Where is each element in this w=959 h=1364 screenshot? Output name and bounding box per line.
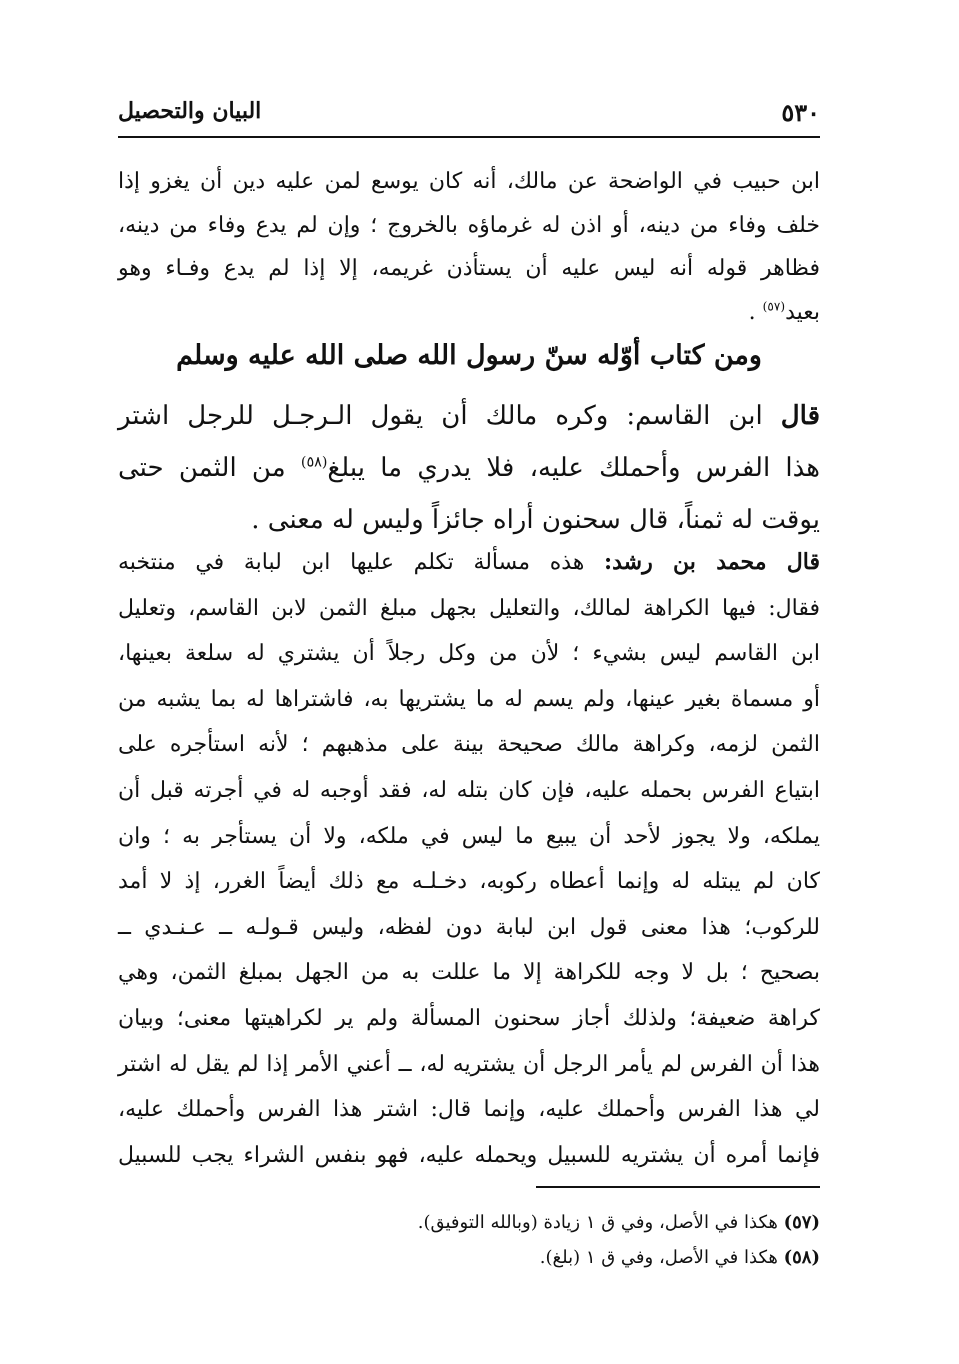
- footnote: [118, 1240, 820, 1275]
- text-line: أو مسماة بغير عينها، ولم يسم له ما يشتريها به، فاشتراها له بما يشبه من: [118, 686, 820, 712]
- footnote-divider: [536, 1186, 820, 1188]
- text-line: كراهة ضعيفة؛ ولذلك أجاز سحنون المسألة ولم ير لكراهيتها معنى؛ وبيان: [118, 1005, 820, 1031]
- text-line: لي هذا الفرس وأحملك عليه، وإنما قال: اشتر هذا الفرس وأحملك عليه،: [118, 1097, 820, 1123]
- text-line: الثمن لزمه، وكراهة مالك صحيحة بينة على مذهبهم ؛ لأنه استأجره على: [118, 732, 820, 758]
- footnote-text: هكذا في الأصل، وفي ق ١ (بلغ).: [539, 1247, 784, 1268]
- text-line: ابتياع الفرس بحمله عليه، فإن كان بتله له، فقد أوجبه له في أجرته قبل أن: [118, 777, 820, 803]
- paragraph-3: [118, 540, 820, 1178]
- page-number: ٥٣٠: [781, 98, 820, 127]
- speaker-label: قال: [780, 401, 820, 431]
- text-fragment: ابن القاسم: وكره مالك أن يقول الـرجـل للرجل اشتر: [118, 401, 781, 431]
- text-fragment: من الثمن حتى: [118, 453, 301, 483]
- page-header: [118, 96, 820, 138]
- text-line: يوقت له ثمناً، قال سحنون أراه جائزاً وليس له معنى .: [251, 505, 820, 535]
- text-line: فظاهر قوله أنه ليس عليه أن يستأذن غريمه، إلا إذا لم يدع وفـاء وهو: [118, 256, 820, 281]
- text-line: هذا أن الفرس لم يأمر الرجل أن يشتريه له، ــ أعني الأمر إذا لم يقل له اشتر: [118, 1051, 820, 1077]
- text-fragment: .: [748, 299, 763, 325]
- footnote-number: (٥٨): [783, 1247, 820, 1268]
- paragraph-1: [118, 160, 820, 334]
- text-line: فقال: فيها الكراهة لمالك، والتعليل بجهل مبلغ الثمن لابن القاسم، وتعليل: [118, 595, 820, 621]
- text-line: يملكه، ولا يجوز لأحد أن يبيع ما ليس في ملكه، ولا أن يستأجر به ؛ وان: [118, 823, 820, 849]
- text-line: بصحيح ؛ بل لا وجه للكراهة إلا ما عللت به من الجهل بمبلغ الثمن، وهي: [118, 960, 820, 986]
- footnote-reference: (٥٧): [762, 299, 786, 314]
- section-heading: ومن كتاب أوّله سنّ رسول الله صلى الله عليه وسلم: [176, 340, 762, 371]
- footnote-reference: (٥٨): [300, 454, 328, 471]
- footnote-text: هكذا في الأصل، وفي ق ١ زيادة (وبالله التوفيق).: [417, 1212, 784, 1233]
- running-title: البيان والتحصيل: [118, 98, 262, 124]
- speaker-label: قال محمد بن رشد:: [604, 549, 820, 575]
- text-line: خلف وفاء من دينه، أو اذن له غرماؤه بالخروج ؛ وإن لم يدع وفاء من دينه،: [118, 212, 820, 238]
- text-fragment: هذه مسألة تكلم عليها ابن لبابة في منتخبه: [118, 550, 605, 575]
- text-fragment: بعيد: [785, 299, 820, 325]
- text-line: فإنما أمره أن يشتريه للسبيل ويحمله عليه، فهو بنفس الشراء يجب للسبيل: [118, 1142, 820, 1168]
- text-line: ابن حبيب في الواضحة عن مالك، أنه كان يوسع لمن عليه دين أن يغزو إذا: [118, 169, 820, 194]
- text-fragment: هذا الفرس وأحملك عليه، فلا يدري ما يبلغ: [327, 453, 821, 483]
- text-line: ابن القاسم ليس بشيء ؛ لأن من وكل رجلاً أن يشتري له سلعة بعينها،: [118, 641, 820, 667]
- text-line: [118, 390, 820, 442]
- text-line: كان لم يبتله له وإنما أعطاه ركوبه، دخـلـه مع ذلك أيضاً الغرر، إذ لا أمد: [118, 869, 820, 895]
- text-line: [118, 442, 820, 494]
- footnotes: [118, 1205, 820, 1275]
- text-line: للركوب؛ هذا معنى قول ابن لبابة دون لفظه، وليس قـولـه ــ عـنـدي ــ: [118, 914, 820, 940]
- text-line: [118, 291, 820, 335]
- paragraph-2: [118, 390, 820, 546]
- footnote: [118, 1205, 820, 1240]
- footnote-number: (٥٧): [783, 1212, 820, 1233]
- text-line: [118, 540, 820, 586]
